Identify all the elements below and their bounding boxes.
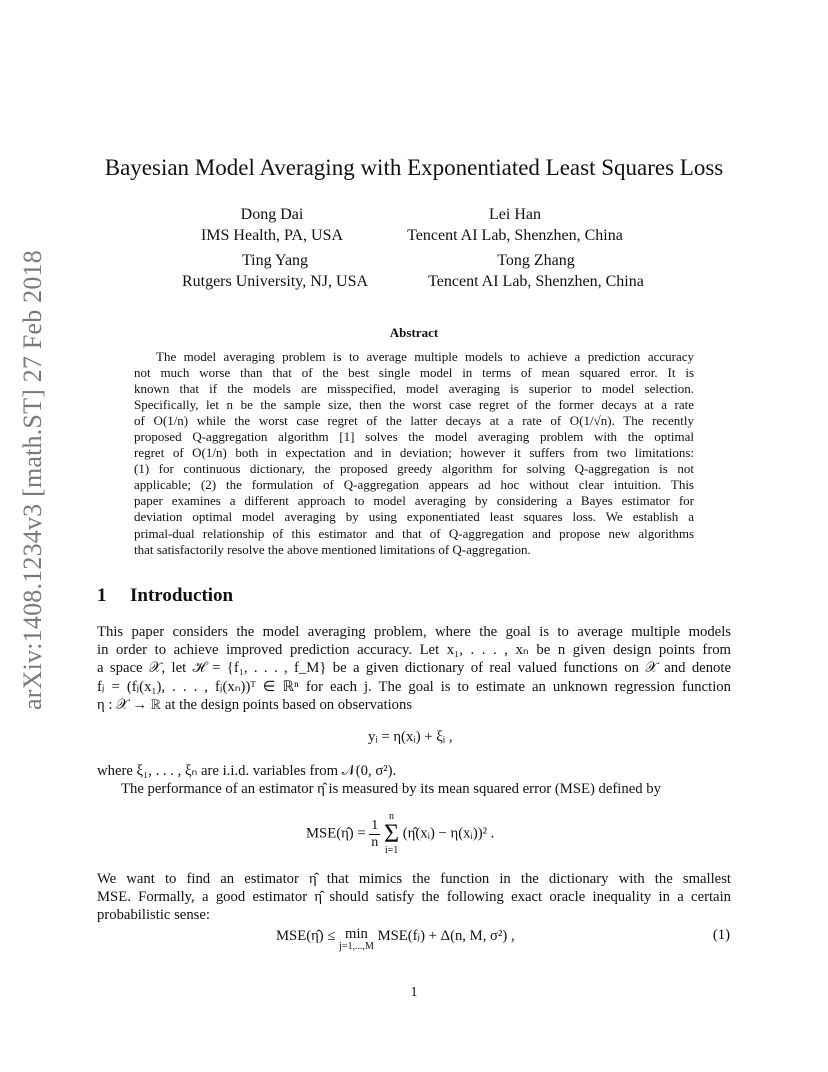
sum-lower-limit: i=1 [384,845,399,856]
section-title: Introduction [130,585,234,606]
abstract-line: deviation optimal model averaging by using exponentiated least squares loss. We establish a [134,509,694,525]
mse-lhs: MSE(η̂) = [306,825,366,842]
author-affiliation: Rutgers University, NJ, USA [181,273,369,290]
fraction-numerator: 1 [371,817,379,833]
oracle-inequality [276,927,515,952]
intro-line: a space 𝒳, let ℋ = {f₁, . . . , f_M} be a given dictionary of real valued functions on 𝒳 and denote [97,660,731,677]
mse-fraction [369,818,380,851]
abstract-line: regret of O(1/n) both in expectation and in deviation; however it suffers from two limitations: [134,445,694,461]
oracle-line: MSE. Formally, a good estimator η̂ should satisfy the following exact oracle inequality in a certain [97,889,731,906]
intro-line: fⱼ = (fⱼ(x₁), . . . , fⱼ(xₙ))ᵀ ∈ ℝⁿ for each j. The goal is to estimate an unknown regression function [97,678,731,695]
author-block-3 [160,250,390,292]
author-block-1 [172,204,372,246]
section-number: 1 [97,585,107,606]
mse-rhs: (η̂(xᵢ) − η(xᵢ))² . [402,825,495,842]
abstract-line: (1) for continuous dictionary, the proposed greedy algorithm for solving Q-aggregation is not [134,461,694,477]
abstract-line: Specifically, let n be the sample size, then the worst case regret of the former decays at a rate [134,397,694,413]
author-affiliation: IMS Health, PA, USA [200,227,344,244]
author-affiliation: Tencent AI Lab, Shenzhen, China [407,227,623,244]
abstract-line: of O(1/n) while the worst case regret of the latter decays at a rate of O(1/√n). The recently [134,413,694,429]
fraction-denominator: n [371,834,379,850]
paper-title: Bayesian Model Averaging with Exponentiated Least Squares Loss [104,155,724,180]
oracle-line: probabilistic sense: [97,907,210,924]
iid-line: where ξ₁, . . . , ξₙ are i.i.d. variables from 𝒩(0, σ²). [97,763,397,779]
intro-line: η : 𝒳 → ℝ at the design points based on observations [97,696,413,713]
page-number: 1 [410,985,418,1000]
abstract-heading: Abstract [389,325,439,340]
intro-paragraph [97,623,731,714]
section-heading-introduction [97,585,233,607]
author-name: Tong Zhang [497,252,575,269]
abstract-line: proposed Q-aggregation algorithm [1] solves the model averaging problem with the optimal [134,429,694,445]
min-operator [339,927,374,952]
performance-line: The performance of an estimator η̂ is measured by its mean squared error (MSE) defined by [121,781,661,798]
sigma-glyph: Σ [383,819,400,848]
abstract-line: paper examines a different approach to model averaging by considering a Bayes estimator for [134,493,694,509]
intro-line: This paper considers the model averaging problem, where the goal is to average multiple models [97,624,731,640]
mse-equation [306,812,494,856]
oracle-rhs: MSE(fⱼ) + Δ(n, M, σ²) , [377,928,515,944]
sum-upper-limit: n [389,811,395,822]
oracle-lhs: MSE(η̂) ≤ [276,928,336,944]
abstract-line: that satisfactorily resolve the above mentioned limitations of Q-aggregation. [134,541,531,557]
min-subscript: j=1,...,M [339,940,374,952]
summation-symbol [384,812,399,856]
abstract-line: The model averaging problem is to average multiple models to achieve a prediction accuracy [156,349,694,364]
author-name: Ting Yang [241,252,309,269]
equation-number: (1) [712,927,730,943]
author-block-4 [406,250,666,292]
abstract-body [134,349,694,558]
noise-paragraph [97,762,731,798]
author-affiliation: Tencent AI Lab, Shenzhen, China [428,273,644,290]
intro-line: in order to achieve improved prediction accuracy. Let x₁, . . . , xₙ be n given design points from [97,642,731,659]
author-name: Dong Dai [240,206,304,223]
author-name: Lei Han [489,206,541,223]
abstract-line: primal-dual relationship of this estimator and that of Q-aggregation and propose new algorithms [134,525,694,541]
abstract-line: applicable; (2) the formulation of Q-aggregation appears ad hoc without clear intuition. This [134,477,694,493]
observation-equation: yᵢ = η(xᵢ) + ξᵢ , [368,729,453,745]
oracle-line: We want to find an estimator η̂ that mimics the function in the dictionary with the smallest [97,871,731,887]
abstract-line: known that if the models are misspecified, model averaging is superior to model selection. [134,381,694,397]
arxiv-identifier-stamp: arXiv:1408.1234v3 [math.ST] 27 Feb 2018 [18,250,47,710]
author-block-2 [385,204,645,246]
abstract-line: not much worse than that of the best single model in terms of mean squared error. It is [134,365,694,381]
min-word: min [345,926,368,942]
oracle-paragraph [97,870,731,925]
